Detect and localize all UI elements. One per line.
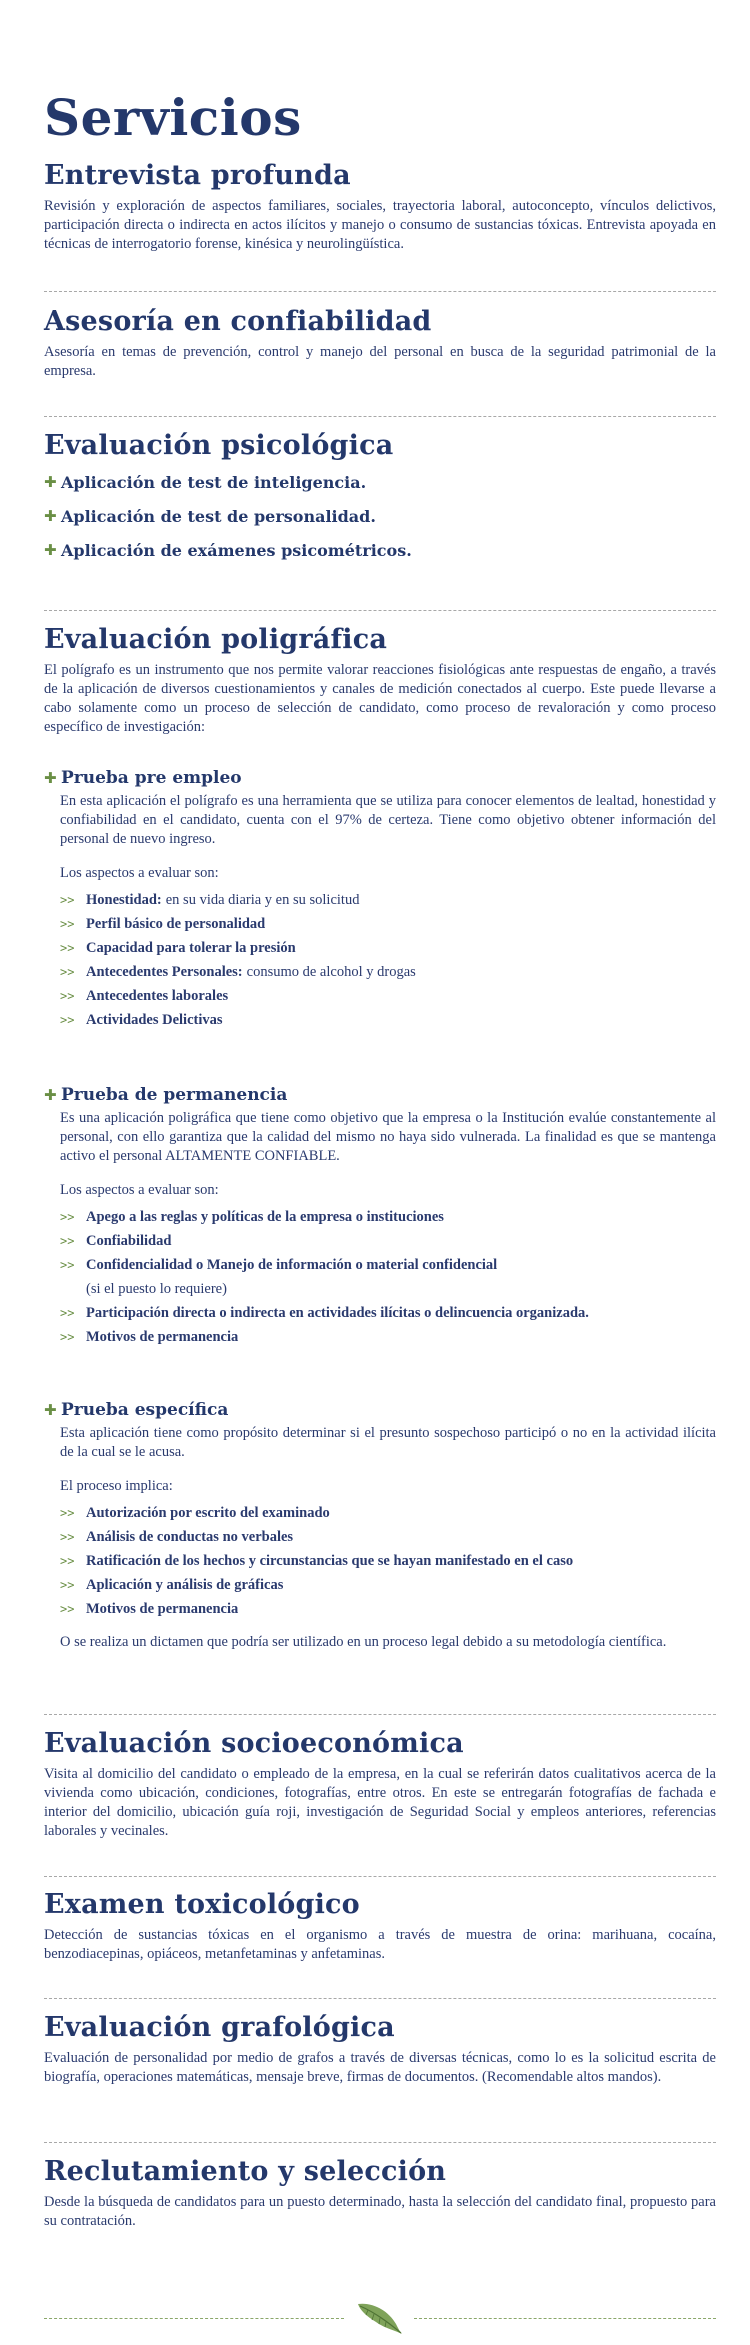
arrow-marker: >> xyxy=(60,989,75,1003)
list-item xyxy=(44,499,716,533)
item-label: Confiabilidad xyxy=(86,1232,172,1249)
subsection-body xyxy=(60,792,716,1032)
arrow-marker: >> xyxy=(60,1258,75,1272)
plus-icon: ✚ xyxy=(44,769,57,787)
arrow-marker: >> xyxy=(60,965,75,979)
section-body: Visita al domicilio del candidato o empleado de la empresa, en la cual se referirán datos cualitativos acerca de la vivienda como ubicación, condiciones, fotografías, entre otros. En este se entregarán fotografías de fachada e interior del domicilio, ubicación guía roji, investigación de Seguridad Social y empleos anteriores, referencias laborales y vecinales. xyxy=(44,1766,716,1839)
arrow-marker: >> xyxy=(60,1530,75,1544)
section-title: Evaluación psicológica xyxy=(44,430,394,461)
item-label: Confidencialidad o Manejo de información o material confidencial xyxy=(86,1256,498,1273)
list-item xyxy=(60,1301,716,1325)
section-body: Revisión y exploración de aspectos familiares, sociales, trayectoria laboral, autoconcepto, vínculos delictivos, participación directa o indirecta en actos ilícitos y manejo o consumo de sustancias tóxicas. Entrevista apoyada en técnicas de interrogatorio forense, kinésica y neurolingüística. xyxy=(44,198,716,252)
item-label: Antecedentes laborales xyxy=(86,987,229,1004)
section-body: Detección de sustancias tóxicas en el organismo a través de muestra de orina: marihuana, cocaína, benzodiacepinas, opiáceos, metanfetaminas y anfetaminas. xyxy=(44,1927,716,1962)
subsection-body xyxy=(60,1424,716,1652)
list-item xyxy=(60,888,716,912)
item-label: Análisis de conductas no verbales xyxy=(86,1528,294,1545)
list-intro: Los aspectos a evaluar son: xyxy=(60,865,219,881)
plus-icon: ✚ xyxy=(44,541,57,559)
subsection-title: Prueba específica xyxy=(61,1400,229,1420)
subsection-title: Prueba de permanencia xyxy=(61,1085,288,1105)
subsection-pre-empleo xyxy=(44,768,716,1032)
arrow-marker: >> xyxy=(60,1602,75,1616)
plus-icon: ✚ xyxy=(44,507,57,525)
divider xyxy=(44,2142,716,2143)
list-item xyxy=(60,1229,716,1253)
section-title: Asesoría en confiabilidad xyxy=(44,306,432,337)
subsection-title: Prueba pre empleo xyxy=(61,768,242,788)
section-title: Reclutamiento y selección xyxy=(44,2156,447,2187)
section-toxicologico xyxy=(44,1889,716,1964)
subsection-permanencia xyxy=(44,1085,716,1349)
arrow-marker: >> xyxy=(60,917,75,931)
list-item-label: Aplicación de exámenes psicométricos. xyxy=(61,540,412,560)
arrow-marker: >> xyxy=(60,941,75,955)
arrow-marker: >> xyxy=(60,1578,75,1592)
item-label: Apego a las reglas y políticas de la empresa o instituciones xyxy=(86,1208,444,1225)
list-item xyxy=(60,1325,716,1349)
list-item xyxy=(44,465,716,499)
list-intro: El proceso implica: xyxy=(60,1478,173,1494)
plus-icon: ✚ xyxy=(44,1401,57,1419)
subsection-body xyxy=(60,1109,716,1349)
item-label: Ratificación de los hechos y circunstancias que se hayan manifestado en el caso xyxy=(86,1552,574,1569)
page-title: Servicios xyxy=(44,88,302,147)
footer-ornament xyxy=(44,2298,716,2338)
subsection-text: Es una aplicación poligráfica que tiene como objetivo que la empresa o la Institución evalúe constantemente al personal, con ello garantiza que la calidad del mismo no haya sido vulnerada. La finalidad es que se mantenga activo el personal ALTAMENTE CONFIABLE. xyxy=(60,1110,716,1164)
item-label: Motivos de permanencia xyxy=(86,1328,239,1345)
divider xyxy=(44,610,716,611)
item-label: Motivos de permanencia xyxy=(86,1600,239,1617)
section-psicologica xyxy=(44,430,716,567)
subsection-outro: O se realiza un dictamen que podría ser utilizado en un proceso legal debido a su metodología científica. xyxy=(60,1634,667,1650)
leaf-icon xyxy=(354,2300,404,2336)
list-item xyxy=(60,1008,716,1032)
list-item xyxy=(60,1573,716,1597)
list-item xyxy=(44,533,716,567)
item-note: (si el puesto lo requiere) xyxy=(86,1281,227,1297)
arrow-marker: >> xyxy=(60,1554,75,1568)
psicologica-list xyxy=(44,465,716,567)
arrow-marker: >> xyxy=(60,1330,75,1344)
list-item xyxy=(60,1205,716,1229)
arrow-marker: >> xyxy=(60,1306,75,1320)
section-title: Evaluación poligráfica xyxy=(44,624,388,655)
section-body: Desde la búsqueda de candidatos para un puesto determinado, hasta la selección del candidato final, propuesto para su contratación. xyxy=(44,2194,716,2229)
list-item xyxy=(60,936,716,960)
divider xyxy=(44,1998,716,1999)
arrow-marker: >> xyxy=(60,1506,75,1520)
section-title: Entrevista profunda xyxy=(44,160,351,191)
list-item-label: Aplicación de test de personalidad. xyxy=(61,506,376,526)
section-poligrafica xyxy=(44,624,716,737)
subsection-especifica xyxy=(44,1400,716,1652)
plus-icon: ✚ xyxy=(44,1086,57,1104)
list-item xyxy=(60,1597,716,1621)
divider xyxy=(44,291,716,292)
list-intro: Los aspectos a evaluar son: xyxy=(60,1182,219,1198)
list-item xyxy=(60,960,716,984)
section-body: Evaluación de personalidad por medio de grafos a través de diversas técnicas, como lo es la solicitud escrita de biografía, operaciones matemáticas, mensaje breve, firmas de documentos. (Recomendable altos mandos). xyxy=(44,2050,716,2085)
subsection-text: Esta aplicación tiene como propósito determinar si el presunto sospechoso participó o no en la actividad ilícita de la cual se le acusa. xyxy=(60,1425,716,1460)
divider xyxy=(44,416,716,417)
list-item xyxy=(60,912,716,936)
item-label: Actividades Delictivas xyxy=(86,1011,223,1028)
footer-divider-right xyxy=(414,2318,716,2319)
list-item xyxy=(60,984,716,1008)
section-socioeconomica xyxy=(44,1728,716,1841)
item-label: Capacidad para tolerar la presión xyxy=(86,939,296,956)
section-entrevista xyxy=(44,160,716,254)
divider xyxy=(44,1876,716,1877)
arrow-marker: >> xyxy=(60,1234,75,1248)
item-label: Perfil básico de personalidad xyxy=(86,915,266,932)
subsection-text: En esta aplicación el polígrafo es una herramienta que se utiliza para conocer elementos de lealtad, honestidad y confiabilidad en el candidato, cuenta con el 97% de certeza. Tiene como objetivo obtener información del personal de nuevo ingreso. xyxy=(60,793,716,847)
plus-icon: ✚ xyxy=(44,473,57,491)
subsection-header xyxy=(44,1085,716,1105)
footer-divider-left xyxy=(44,2318,344,2319)
item-label: Honestidad: xyxy=(86,891,162,908)
section-body: Asesoría en temas de prevención, control y manejo del personal en busca de la seguridad patrimonial de la empresa. xyxy=(44,344,716,379)
arrow-marker: >> xyxy=(60,1210,75,1224)
arrow-marker: >> xyxy=(60,1013,75,1027)
section-title: Evaluación socioeconómica xyxy=(44,1728,464,1759)
list-item xyxy=(60,1501,716,1525)
arrow-marker: >> xyxy=(60,893,75,907)
item-detail: en su vida diaria y en su solicitud xyxy=(165,891,360,908)
section-asesoria xyxy=(44,306,716,381)
subsection-header xyxy=(44,768,716,788)
section-title: Examen toxicológico xyxy=(44,1889,360,1920)
item-detail: consumo de alcohol y drogas xyxy=(246,963,416,980)
item-label: Participación directa o indirecta en actividades ilícitas o delincuencia organizada. xyxy=(86,1304,589,1321)
section-title: Evaluación grafológica xyxy=(44,2012,395,2043)
list-item xyxy=(60,1549,716,1573)
section-grafologica xyxy=(44,2012,716,2087)
subsection-header xyxy=(44,1400,716,1420)
list-item xyxy=(60,1525,716,1549)
list-item-label: Aplicación de test de inteligencia. xyxy=(61,472,367,492)
item-label: Aplicación y análisis de gráficas xyxy=(86,1576,284,1593)
section-reclutamiento xyxy=(44,2156,716,2231)
item-label: Autorización por escrito del examinado xyxy=(86,1504,330,1521)
section-body: El polígrafo es un instrumento que nos permite valorar reacciones fisiológicas ante respuestas de engaño, a través de la aplicación de diversos cuestionamientos y canales de medición conectados al cuerpo. Este puede llevarse a cabo solamente como un proceso de selección de candidato, como proceso de revaloración y como proceso específico de investigación: xyxy=(44,662,716,735)
divider xyxy=(44,1714,716,1715)
item-label: Antecedentes Personales: xyxy=(86,963,243,980)
list-item xyxy=(60,1253,716,1277)
